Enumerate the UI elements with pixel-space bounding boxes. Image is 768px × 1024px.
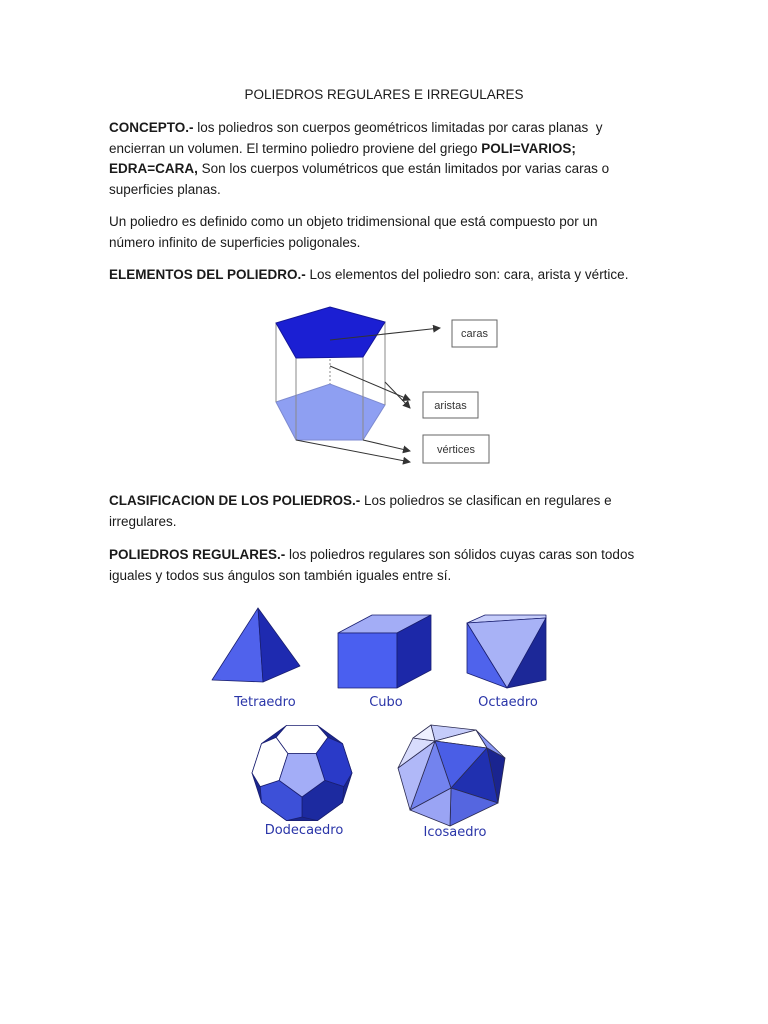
- octaedro-label: Octaedro: [478, 695, 538, 710]
- text-line: Un poliedro es definido como un objeto tridimensional que está compuesto por un: [109, 214, 598, 229]
- octahedron: [467, 615, 546, 688]
- text-line: irregulares.: [109, 513, 177, 529]
- text-segment: Los poliedros se clasifican en regulares e: [360, 493, 612, 508]
- aristas-label: aristas: [434, 400, 467, 412]
- text-segment: encierran un volumen. El termino poliedro proviene del griego: [109, 140, 482, 156]
- text-line: [109, 139, 709, 160]
- text-segment: los poliedros regulares son sólidos cuyas caras son todos: [285, 547, 635, 562]
- dodecaedro-label: Dodecaedro: [264, 823, 344, 838]
- cube: [338, 615, 431, 688]
- prism-elements-diagram: [258, 300, 504, 472]
- clasificacion-heading: CLASIFICACION DE LOS POLIEDROS.-: [109, 493, 361, 508]
- text-line: iguales y todos sus ángulos son también iguales entre sí.: [109, 567, 452, 583]
- prism-svg: [258, 300, 504, 472]
- elementos-heading: ELEMENTOS DEL POLIEDRO.-: [109, 267, 306, 282]
- caras-label: caras: [461, 328, 488, 340]
- page-title: POLIEDROS REGULARES E IRREGULARES: [244, 87, 524, 102]
- tetrahedron-right-face: [258, 608, 300, 682]
- polyhedra-svg: [205, 598, 563, 844]
- text-segment: Son los cuerpos volumétricos que están limitados por varias caras o: [197, 161, 610, 176]
- paragraph-concepto: [109, 118, 709, 200]
- concepto-heading: CONCEPTO.-: [109, 120, 194, 135]
- text-line: superficies planas.: [109, 181, 221, 197]
- tetrahedron-left-face: [212, 608, 263, 682]
- regular-polyhedra-figure: [205, 598, 563, 844]
- text-line: [109, 118, 709, 139]
- text-line: [109, 159, 709, 180]
- tetrahedron: [212, 608, 300, 682]
- paragraph-clasificacion: [109, 491, 709, 532]
- tetraedro-label: Tetraedro: [234, 695, 296, 710]
- prism-top-face: [276, 307, 385, 358]
- icosahedron-face: [413, 725, 435, 741]
- text-line: número infinito de superficies poligonales.: [109, 234, 361, 250]
- regulares-heading: POLIEDROS REGULARES.-: [109, 547, 286, 562]
- text-segment: los poliedros son cuerpos geométricos limitadas por caras planas y: [193, 120, 603, 135]
- text-line: [109, 491, 709, 512]
- cube-front-face: [338, 633, 397, 688]
- bold-term: EDRA=CARA,: [109, 161, 198, 176]
- bold-term: POLI=VARIOS;: [481, 140, 576, 156]
- icosahedron: [398, 725, 505, 826]
- vertices-label: vértices: [437, 444, 475, 456]
- icosaedro-label: Icosaedro: [423, 825, 487, 840]
- paragraph-elementos: [109, 265, 709, 286]
- cubo-label: Cubo: [369, 695, 403, 710]
- text-line: [109, 265, 709, 286]
- paragraph-regulares: [109, 545, 709, 586]
- dodecahedron: [252, 725, 352, 820]
- prism-bottom-face: [276, 384, 385, 440]
- text-segment: Los elementos del poliedro son: cara, arista y vértice.: [305, 267, 629, 282]
- text-line: [109, 545, 709, 566]
- paragraph-definicion: [109, 212, 709, 253]
